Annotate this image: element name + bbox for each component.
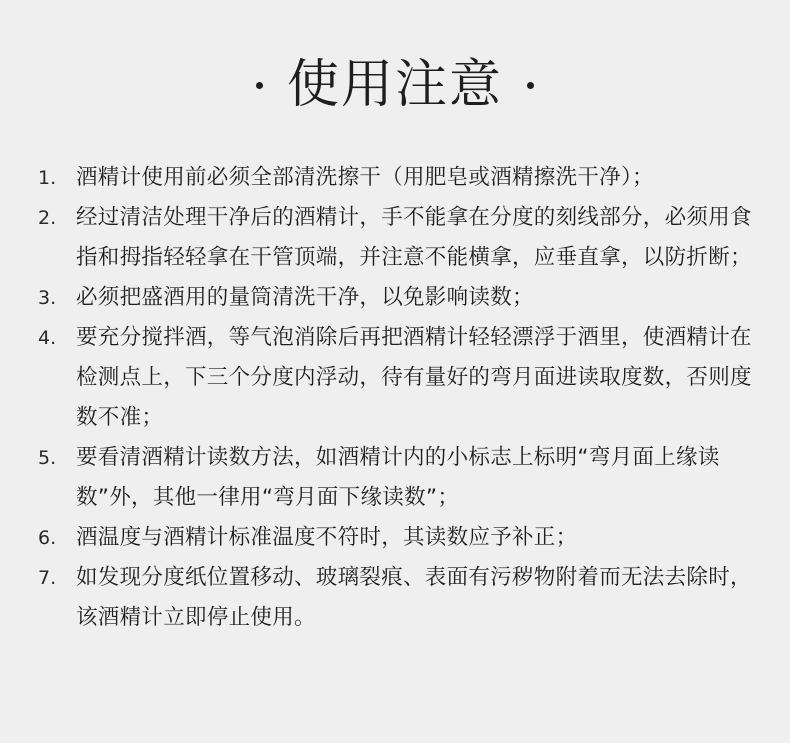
list-item-number: 5. xyxy=(38,447,57,469)
list-item-number: 6. xyxy=(38,527,57,549)
list-item-text: 酒温度与酒精计标准温度不符时，其读数应予补正； xyxy=(76,525,578,550)
title-row xyxy=(0,50,790,120)
list-item xyxy=(38,318,768,438)
list-item-number: 2. xyxy=(38,207,57,229)
list-item xyxy=(38,518,768,558)
page-title: 使用注意 xyxy=(286,55,503,115)
list-item-text: 如发现分度纸位置移动、玻璃裂痕、表面有污秽物附着而无法去除时，该酒精计立即停止使用。 xyxy=(76,565,752,630)
list-item xyxy=(38,558,768,638)
list-item-number: 1. xyxy=(38,167,57,189)
list-item-number: 7. xyxy=(38,567,57,589)
list-item-number: 4. xyxy=(38,327,57,349)
list-item-number: 3. xyxy=(38,287,57,309)
list-item xyxy=(38,158,768,198)
title-left-dot xyxy=(256,82,263,89)
list-item-text: 要看清酒精计读数方法，如酒精计内的小标志上标明“弯月面上缘读数”外，其他一律用“弯月面下缘读数”； xyxy=(76,445,720,510)
list-item-text: 必须把盛酒用的量筒清洗干净，以免影响读数； xyxy=(76,285,534,310)
list-item xyxy=(38,278,768,318)
list-item-text: 要充分搅拌酒，等气泡消除后再把酒精计轻轻漂浮于酒里，使酒精计在检测点上，下三个分度内浮动，待有量好的弯月面进读取度数，否则度数不准； xyxy=(76,325,752,430)
list-item-text: 酒精计使用前必须全部清洗擦干（用肥皂或酒精擦洗干净）； xyxy=(76,165,654,190)
list-item xyxy=(38,438,768,518)
title-right-dot xyxy=(527,82,534,89)
notice-list xyxy=(38,158,768,638)
list-item-text: 经过清洁处理干净后的酒精计，手不能拿在分度的刻线部分，必须用食指和拇指轻轻拿在干管顶端，并注意不能横拿，应垂直拿，以防折断； xyxy=(76,205,752,270)
list-item xyxy=(38,198,768,278)
